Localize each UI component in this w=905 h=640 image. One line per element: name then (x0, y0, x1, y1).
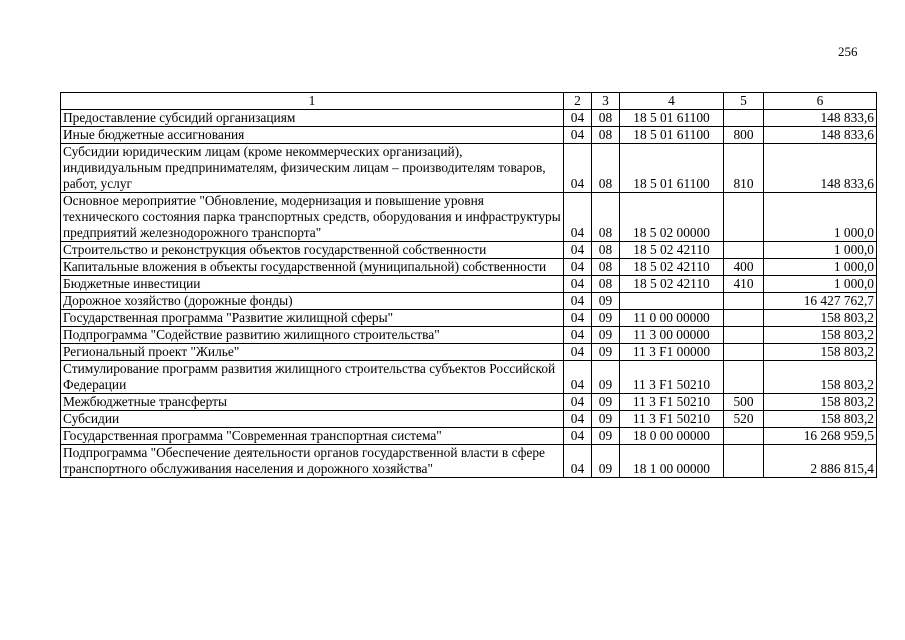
row-section-cell: 04 (564, 344, 592, 361)
row-subsection-cell: 09 (592, 344, 620, 361)
row-expense-type-cell (724, 110, 764, 127)
row-amount-cell: 16 427 762,7 (764, 293, 877, 310)
row-target-article-cell: 11 0 00 00000 (620, 310, 724, 327)
row-amount-cell: 1 000,0 (764, 193, 877, 242)
row-target-article-cell: 11 3 F1 50210 (620, 361, 724, 394)
row-name-cell: Подпрограмма "Содействие развитию жилищного строительства" (61, 327, 564, 344)
row-expense-type-cell (724, 361, 764, 394)
row-expense-type-cell (724, 344, 764, 361)
row-name-cell: Иные бюджетные ассигнования (61, 127, 564, 144)
row-target-article-cell: 18 5 02 42110 (620, 276, 724, 293)
row-expense-type-cell: 500 (724, 394, 764, 411)
row-amount-cell: 158 803,2 (764, 344, 877, 361)
row-name-cell: Предоставление субсидий организациям (61, 110, 564, 127)
row-name-cell: Капитальные вложения в объекты государственной (муниципальной) собственности (61, 259, 564, 276)
budget-table (60, 92, 877, 478)
table-header-row (61, 93, 877, 110)
row-target-article-cell: 18 5 02 42110 (620, 259, 724, 276)
page-number: 256 (838, 44, 858, 59)
row-amount-cell: 16 268 959,5 (764, 428, 877, 445)
table-row (61, 193, 877, 242)
row-expense-type-cell: 800 (724, 127, 764, 144)
row-amount-cell: 148 833,6 (764, 144, 877, 193)
row-amount-cell: 158 803,2 (764, 411, 877, 428)
row-expense-type-cell (724, 310, 764, 327)
row-subsection-cell: 08 (592, 242, 620, 259)
row-subsection-cell: 08 (592, 110, 620, 127)
row-expense-type-cell: 400 (724, 259, 764, 276)
table-row (61, 259, 877, 276)
row-amount-cell: 2 886 815,4 (764, 445, 877, 478)
table-row (61, 293, 877, 310)
row-subsection-cell: 08 (592, 276, 620, 293)
row-subsection-cell: 09 (592, 327, 620, 344)
row-section-cell: 04 (564, 127, 592, 144)
row-name-cell: Субсидии юридическим лицам (кроме некоммерческих организаций), индивидуальным предпринимателям, физическим лицам – производителям товаров, работ, услуг (61, 144, 564, 193)
table-row (61, 394, 877, 411)
row-expense-type-cell (724, 428, 764, 445)
row-expense-type-cell: 810 (724, 144, 764, 193)
table-row (61, 344, 877, 361)
row-name-cell: Бюджетные инвестиции (61, 276, 564, 293)
row-target-article-cell (620, 293, 724, 310)
row-subsection-cell: 08 (592, 259, 620, 276)
row-name-cell: Строительство и реконструкция объектов государственной собственности (61, 242, 564, 259)
row-section-cell: 04 (564, 193, 592, 242)
row-target-article-cell: 11 3 F1 50210 (620, 411, 724, 428)
row-name-cell: Субсидии (61, 411, 564, 428)
row-subsection-cell: 08 (592, 144, 620, 193)
table-row (61, 361, 877, 394)
row-subsection-cell: 09 (592, 394, 620, 411)
row-section-cell: 04 (564, 293, 592, 310)
row-section-cell: 04 (564, 259, 592, 276)
row-section-cell: 04 (564, 394, 592, 411)
row-expense-type-cell: 410 (724, 276, 764, 293)
row-target-article-cell: 18 1 00 00000 (620, 445, 724, 478)
row-subsection-cell: 09 (592, 445, 620, 478)
column-header: 4 (620, 93, 724, 110)
row-target-article-cell: 18 0 00 00000 (620, 428, 724, 445)
row-name-cell: Подпрограмма "Обеспечение деятельности органов государственной власти в сфере транспортного обслуживания населения и дорожного хозяйства" (61, 445, 564, 478)
table-row (61, 411, 877, 428)
row-target-article-cell: 18 5 02 00000 (620, 193, 724, 242)
column-header: 6 (764, 93, 877, 110)
row-subsection-cell: 08 (592, 127, 620, 144)
column-header: 1 (61, 93, 564, 110)
row-expense-type-cell (724, 193, 764, 242)
table-row (61, 276, 877, 293)
row-amount-cell: 1 000,0 (764, 242, 877, 259)
row-name-cell: Дорожное хозяйство (дорожные фонды) (61, 293, 564, 310)
row-subsection-cell: 09 (592, 293, 620, 310)
row-target-article-cell: 18 5 01 61100 (620, 110, 724, 127)
row-section-cell: 04 (564, 110, 592, 127)
row-subsection-cell: 09 (592, 361, 620, 394)
row-name-cell: Основное мероприятие "Обновление, модернизация и повышение уровня технического состояния парка транспортных средств, оборудования и инфраструктуры предприятий железнодорожного транспорта" (61, 193, 564, 242)
row-target-article-cell: 18 5 01 61100 (620, 144, 724, 193)
row-section-cell: 04 (564, 361, 592, 394)
row-target-article-cell: 18 5 02 42110 (620, 242, 724, 259)
row-section-cell: 04 (564, 411, 592, 428)
row-name-cell: Государственная программа "Развитие жилищной сферы" (61, 310, 564, 327)
row-name-cell: Стимулирование программ развития жилищного строительства субъектов Российской Федерации (61, 361, 564, 394)
row-target-article-cell: 11 3 00 00000 (620, 327, 724, 344)
row-amount-cell: 1 000,0 (764, 276, 877, 293)
row-amount-cell: 158 803,2 (764, 327, 877, 344)
table-row (61, 428, 877, 445)
row-amount-cell: 158 803,2 (764, 361, 877, 394)
column-header: 3 (592, 93, 620, 110)
row-expense-type-cell: 520 (724, 411, 764, 428)
table-row (61, 144, 877, 193)
table-row (61, 310, 877, 327)
row-expense-type-cell (724, 242, 764, 259)
column-header: 2 (564, 93, 592, 110)
row-amount-cell: 148 833,6 (764, 110, 877, 127)
row-amount-cell: 158 803,2 (764, 394, 877, 411)
row-subsection-cell: 09 (592, 310, 620, 327)
table-row (61, 127, 877, 144)
table-row (61, 242, 877, 259)
row-amount-cell: 158 803,2 (764, 310, 877, 327)
row-target-article-cell: 18 5 01 61100 (620, 127, 724, 144)
row-section-cell: 04 (564, 144, 592, 193)
row-subsection-cell: 08 (592, 193, 620, 242)
table-row (61, 110, 877, 127)
table-row (61, 327, 877, 344)
row-name-cell: Государственная программа "Современная транспортная система" (61, 428, 564, 445)
row-section-cell: 04 (564, 428, 592, 445)
row-target-article-cell: 11 3 F1 50210 (620, 394, 724, 411)
row-section-cell: 04 (564, 445, 592, 478)
row-section-cell: 04 (564, 276, 592, 293)
row-expense-type-cell (724, 445, 764, 478)
column-header: 5 (724, 93, 764, 110)
row-expense-type-cell (724, 293, 764, 310)
row-amount-cell: 1 000,0 (764, 259, 877, 276)
table-row (61, 445, 877, 478)
row-name-cell: Региональный проект "Жилье" (61, 344, 564, 361)
row-section-cell: 04 (564, 327, 592, 344)
row-amount-cell: 148 833,6 (764, 127, 877, 144)
row-name-cell: Межбюджетные трансферты (61, 394, 564, 411)
row-section-cell: 04 (564, 310, 592, 327)
row-expense-type-cell (724, 327, 764, 344)
row-target-article-cell: 11 3 F1 00000 (620, 344, 724, 361)
row-section-cell: 04 (564, 242, 592, 259)
row-subsection-cell: 09 (592, 411, 620, 428)
row-subsection-cell: 09 (592, 428, 620, 445)
